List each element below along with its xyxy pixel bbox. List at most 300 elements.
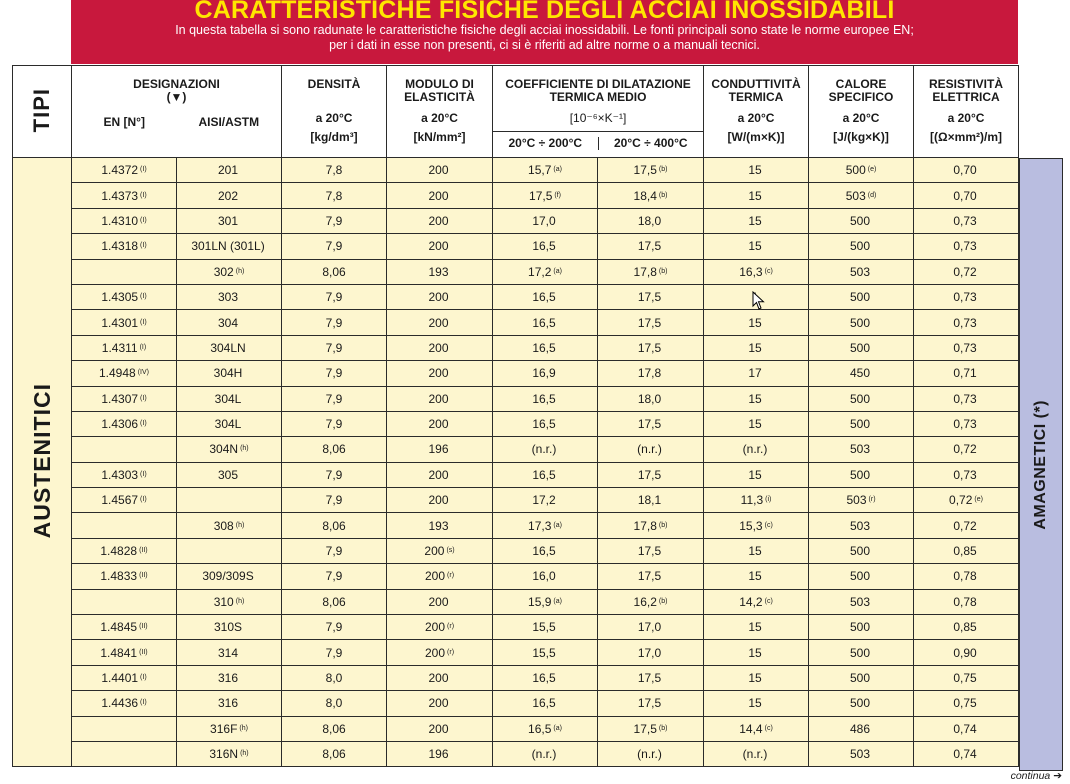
- header-resistivita: RESISTIVITÀ ELETTRICA a 20°C [(Ω×mm²)/m]: [914, 66, 1019, 158]
- footnote-mark: (h): [240, 445, 249, 453]
- footnote-mark: (r): [447, 572, 455, 580]
- cell-coeff-200: 16,5: [493, 538, 598, 563]
- cell-coeff-400: 17,5: [598, 411, 704, 436]
- footnote-mark: (I): [140, 699, 147, 707]
- footnote-mark: (a): [553, 724, 562, 732]
- cell-coeff-400: 16,2 $^{(b)}$: [598, 589, 704, 614]
- cell-coeff-400: 17,8: [598, 361, 704, 386]
- cell-aisi: [177, 538, 282, 563]
- footnote-mark: (r): [868, 496, 876, 504]
- table-row: [13, 691, 1019, 716]
- cell-coeff-400: (n.r.): [598, 437, 704, 462]
- cell-densita: 7,9: [282, 284, 387, 309]
- cell-modulo: 200 $^{(s)}$: [387, 538, 493, 563]
- table-row: [13, 716, 1019, 741]
- footnote-mark: (I): [140, 674, 147, 681]
- cell-modulo: 200: [387, 716, 493, 741]
- cell-conduttivita: 15: [704, 462, 809, 487]
- mouse-cursor-icon: [752, 291, 766, 311]
- cell-en: 1.4303 $^{(I)}$: [72, 462, 177, 487]
- footnote-mark: (h): [239, 724, 248, 732]
- table-row: [13, 538, 1019, 563]
- cell-densita: 7,9: [282, 361, 387, 386]
- cell-en: 1.4567 $^{(I)}$: [72, 488, 177, 513]
- cell-modulo: 200: [387, 335, 493, 360]
- cell-conduttivita: 15: [704, 564, 809, 589]
- cell-aisi: [177, 488, 282, 513]
- cell-resistivita: 0,78: [914, 564, 1019, 589]
- group-label: AUSTENITICI: [28, 382, 55, 539]
- table-row: [13, 462, 1019, 487]
- cell-en: 1.4841 $^{(II)}$: [72, 640, 177, 665]
- cell-calore: 500: [809, 564, 914, 589]
- footnote-mark: (b): [658, 166, 668, 174]
- footnote-mark: (I): [140, 394, 147, 402]
- cell-resistivita: 0,75: [914, 665, 1019, 690]
- cell-densita: 8,06: [282, 741, 387, 766]
- footnote-mark: (II): [139, 648, 148, 656]
- footnote-mark: (a): [553, 267, 562, 275]
- table-row: [13, 158, 1019, 183]
- cell-densita: 7,9: [282, 208, 387, 233]
- footnote-mark: (a): [553, 521, 562, 529]
- cell-aisi: 304H: [177, 361, 282, 386]
- cell-coeff-200: 16,5: [493, 335, 598, 360]
- cell-coeff-400: 17,5: [598, 234, 704, 259]
- footnote-mark: (h): [235, 521, 245, 529]
- cell-modulo: 200: [387, 234, 493, 259]
- footnote-mark: (I): [140, 470, 147, 478]
- table-row: [13, 488, 1019, 513]
- cell-en: 1.4318 $^{(I)}$: [72, 234, 177, 259]
- header-conduttivita: CONDUTTIVITÀ TERMICA a 20°C [W/(m×K)]: [704, 66, 809, 158]
- cell-resistivita: 0,78: [914, 589, 1019, 614]
- header-coefficiente: COEFFICIENTE DI DILATAZIONE TERMICA MEDIO [10⁻⁶×K⁻¹] 20°C ÷ 200°C 20°C ÷ 400°C: [493, 66, 704, 158]
- table-row: [13, 335, 1019, 360]
- cell-modulo: 200: [387, 691, 493, 716]
- cell-coeff-200: 16,5: [493, 665, 598, 690]
- footnote-mark: (IV): [137, 369, 149, 377]
- header-densita: DENSITÀ a 20°C [kg/dm³]: [282, 66, 387, 158]
- cell-calore: 503: [809, 437, 914, 462]
- cell-en: 1.4306 $^{(I)}$: [72, 411, 177, 436]
- cell-resistivita: 0,85: [914, 538, 1019, 563]
- cell-coeff-200: 17,0: [493, 208, 598, 233]
- cell-calore: 500: [809, 411, 914, 436]
- header-en: EN [N°]: [103, 115, 145, 129]
- cell-conduttivita: 15: [704, 310, 809, 335]
- cell-resistivita: 0,75: [914, 691, 1019, 716]
- cell-conduttivita: 14,2 $^{(c)}$: [704, 589, 809, 614]
- cell-densita: 8,06: [282, 513, 387, 538]
- footnote-mark: (r): [447, 648, 455, 656]
- cell-modulo: 200 $^{(r)}$: [387, 615, 493, 640]
- cell-coeff-400: 18,4 $^{(b)}$: [598, 183, 704, 208]
- cell-conduttivita: 11,3 $^{(i)}$: [704, 488, 809, 513]
- header-tipi: TIPI: [13, 66, 72, 158]
- cell-conduttivita: 15: [704, 615, 809, 640]
- cell-conduttivita: (n.r.): [704, 437, 809, 462]
- cell-calore: 500 $^{(e)}$: [809, 158, 914, 183]
- cell-calore: 500: [809, 691, 914, 716]
- cell-en: 1.4845 $^{(II)}$: [72, 615, 177, 640]
- cell-aisi: 304N $^{(h)}$: [177, 437, 282, 462]
- cell-aisi: 201: [177, 158, 282, 183]
- cell-modulo: 200: [387, 462, 493, 487]
- cell-densita: 8,06: [282, 437, 387, 462]
- table-row: [13, 234, 1019, 259]
- cell-en: 1.4833 $^{(II)}$: [72, 564, 177, 589]
- cell-densita: 7,9: [282, 538, 387, 563]
- cell-modulo: 196: [387, 437, 493, 462]
- cell-modulo: 200: [387, 589, 493, 614]
- footnote-mark: (h): [235, 597, 245, 605]
- cell-en: 1.4311 $^{(I)}$: [72, 335, 177, 360]
- cell-aisi: 310 $^{(h)}$: [177, 589, 282, 614]
- cell-conduttivita: 15: [704, 538, 809, 563]
- cell-coeff-200: 17,2: [493, 488, 598, 513]
- banner: [71, 0, 1018, 64]
- cell-resistivita: 0,73: [914, 462, 1019, 487]
- cell-aisi: 304L: [177, 411, 282, 436]
- cell-calore: 500: [809, 462, 914, 487]
- table-row: [13, 310, 1019, 335]
- footnote-mark: (II): [139, 547, 148, 555]
- cell-en: 1.4948 $^{(IV)}$: [72, 361, 177, 386]
- cell-calore: 500: [809, 386, 914, 411]
- footnote-mark: (c): [764, 597, 773, 605]
- table-row: [13, 741, 1019, 766]
- footnote-mark: (I): [139, 343, 147, 351]
- cell-resistivita: 0,72: [914, 437, 1019, 462]
- cell-modulo: 200: [387, 208, 493, 233]
- cell-modulo: 200: [387, 411, 493, 436]
- cell-coeff-400: 17,5: [598, 462, 704, 487]
- cell-densita: 7,9: [282, 462, 387, 487]
- cell-coeff-200: 16,5: [493, 310, 598, 335]
- footnote-mark: (s): [446, 547, 455, 555]
- cell-aisi: 316: [177, 691, 282, 716]
- cell-aisi: 309/309S: [177, 564, 282, 589]
- cell-calore: 503: [809, 259, 914, 284]
- cell-densita: 8,06: [282, 259, 387, 284]
- cell-coeff-200: 16,5: [493, 411, 598, 436]
- cell-coeff-400: (n.r.): [598, 741, 704, 766]
- cell-densita: 8,06: [282, 589, 387, 614]
- footnote-mark: (b): [658, 191, 668, 199]
- cell-conduttivita: 15: [704, 691, 809, 716]
- table-row: [13, 640, 1019, 665]
- cell-coeff-200: 16,5: [493, 462, 598, 487]
- cell-coeff-400: 17,5 $^{(b)}$: [598, 158, 704, 183]
- cell-densita: 7,9: [282, 615, 387, 640]
- footnote-mark: (b): [658, 267, 668, 275]
- cell-conduttivita: 15: [704, 183, 809, 208]
- cell-calore: 486: [809, 716, 914, 741]
- footnote-mark: (II): [139, 572, 148, 580]
- cell-coeff-200: 16,5: [493, 234, 598, 259]
- cell-coeff-200: 17,5 $^{(f)}$: [493, 183, 598, 208]
- cell-coeff-200: 15,7 $^{(a)}$: [493, 158, 598, 183]
- cell-aisi: 316F $^{(h)}$: [177, 716, 282, 741]
- cell-resistivita: 0,73: [914, 411, 1019, 436]
- cell-calore: 500: [809, 665, 914, 690]
- cell-densita: 7,9: [282, 310, 387, 335]
- cell-coeff-200: (n.r.): [493, 437, 598, 462]
- cell-en: 1.4372 $^{(I)}$: [72, 158, 177, 183]
- cell-en: [72, 741, 177, 766]
- footnote-mark: (c): [764, 724, 773, 732]
- cell-modulo: 200: [387, 386, 493, 411]
- cell-coeff-400: 17,8 $^{(b)}$: [598, 259, 704, 284]
- footnote-mark: (e): [867, 166, 877, 174]
- properties-table: [12, 65, 1019, 767]
- table-row: [13, 284, 1019, 309]
- cell-coeff-400: 18,0: [598, 208, 704, 233]
- footnote-mark: (f): [554, 191, 561, 199]
- banner-subtitle-line2: per i dati in esse non presenti, ci si è riferiti ad altre norme o a manuali tecnici.: [329, 38, 760, 52]
- footnote-mark: (I): [140, 191, 147, 199]
- cell-densita: 8,0: [282, 691, 387, 716]
- cell-modulo: 200: [387, 158, 493, 183]
- cell-coeff-400: 17,0: [598, 615, 704, 640]
- cell-modulo: 200: [387, 183, 493, 208]
- footnote-mark: (d): [867, 191, 877, 199]
- cell-coeff-400: 17,5: [598, 538, 704, 563]
- footnote-mark: (II): [139, 623, 148, 631]
- cell-modulo: 200 $^{(r)}$: [387, 640, 493, 665]
- cell-densita: 7,9: [282, 386, 387, 411]
- cell-resistivita: 0,73: [914, 310, 1019, 335]
- table-row: [13, 386, 1019, 411]
- cell-calore: 500: [809, 208, 914, 233]
- amagnetici-side-label: AMAGNETICI (*): [1019, 158, 1063, 771]
- table-row: [13, 513, 1019, 538]
- header-row: [13, 66, 1019, 158]
- cell-en: 1.4307 $^{(I)}$: [72, 386, 177, 411]
- cell-resistivita: 0,71: [914, 361, 1019, 386]
- cell-calore: 503 $^{(r)}$: [809, 488, 914, 513]
- footnote-mark: (I): [140, 166, 147, 174]
- footnote-mark: (c): [764, 521, 773, 529]
- table-row: [13, 208, 1019, 233]
- cell-calore: 500: [809, 640, 914, 665]
- footnote-mark: (e): [974, 496, 983, 504]
- cell-calore: 500: [809, 615, 914, 640]
- footnote-mark: (a): [553, 166, 562, 174]
- footnote-mark: (a): [553, 597, 562, 605]
- cell-modulo: 200: [387, 361, 493, 386]
- cell-en: 1.4401 $^{(I)}$: [72, 665, 177, 690]
- table-row: [13, 589, 1019, 614]
- banner-subtitle-line1: In questa tabella si sono radunate le caratteristiche fisiche degli acciai inossidabili. Le fonti principali sono state le norme europee EN;: [175, 23, 914, 37]
- cell-resistivita: 0,73: [914, 386, 1019, 411]
- cell-coeff-400: 18,0: [598, 386, 704, 411]
- header-coeff-range2: 20°C ÷ 400°C: [613, 136, 688, 150]
- group-austenitici: [13, 158, 72, 767]
- footnote-mark: (b): [658, 724, 668, 732]
- cell-resistivita: 0,73: [914, 284, 1019, 309]
- page-title: CARATTERISTICHE FISICHE DEGLI ACCIAI INOSSIDABILI: [194, 0, 895, 24]
- cell-en: 1.4373 $^{(I)}$: [72, 183, 177, 208]
- header-modulo: MODULO DI ELASTICITÀ a 20°C [kN/mm²]: [387, 66, 493, 158]
- cell-resistivita: 0,70: [914, 158, 1019, 183]
- footnote-mark: (h): [240, 750, 249, 758]
- cell-aisi: 316: [177, 665, 282, 690]
- cell-coeff-400: 17,5: [598, 335, 704, 360]
- cell-aisi: 308 $^{(h)}$: [177, 513, 282, 538]
- cell-resistivita: 0,72 $^{(e)}$: [914, 488, 1019, 513]
- cell-aisi: 305: [177, 462, 282, 487]
- cell-calore: 500: [809, 284, 914, 309]
- cell-conduttivita: 15: [704, 640, 809, 665]
- cell-densita: 7,9: [282, 640, 387, 665]
- cell-coeff-200: 15,9 $^{(a)}$: [493, 589, 598, 614]
- cell-en: 1.4310 $^{(I)}$: [72, 208, 177, 233]
- cell-en: 1.4301 $^{(I)}$: [72, 310, 177, 335]
- cell-coeff-400: 17,5: [598, 310, 704, 335]
- cell-conduttivita: 15: [704, 234, 809, 259]
- cell-aisi: 302 $^{(h)}$: [177, 259, 282, 284]
- footnote-mark: (I): [140, 293, 147, 301]
- cell-en: [72, 716, 177, 741]
- cell-densita: 8,06: [282, 716, 387, 741]
- cell-resistivita: 0,90: [914, 640, 1019, 665]
- cell-resistivita: 0,72: [914, 513, 1019, 538]
- cell-calore: 450: [809, 361, 914, 386]
- header-calore: CALORE SPECIFICO a 20°C [J/(kg×K)]: [809, 66, 914, 158]
- cell-coeff-200: 16,5 $^{(a)}$: [493, 716, 598, 741]
- footnote-mark: (I): [140, 216, 147, 224]
- cell-resistivita: 0,73: [914, 234, 1019, 259]
- table-row: [13, 665, 1019, 690]
- cell-en: [72, 513, 177, 538]
- cell-calore: 500: [809, 234, 914, 259]
- cell-densita: 7,9: [282, 564, 387, 589]
- cell-modulo: 193: [387, 259, 493, 284]
- cell-en: 1.4305 $^{(I)}$: [72, 284, 177, 309]
- table-row: [13, 183, 1019, 208]
- footnote-mark: (r): [447, 623, 455, 631]
- cell-modulo: 200: [387, 310, 493, 335]
- cell-resistivita: 0,85: [914, 615, 1019, 640]
- footnote-mark: (c): [764, 267, 773, 275]
- continua-label: continua ➔: [1010, 770, 1062, 782]
- cell-aisi: 314: [177, 640, 282, 665]
- table-row: [13, 437, 1019, 462]
- cell-conduttivita: 15: [704, 335, 809, 360]
- cell-en: [72, 437, 177, 462]
- cell-en: 1.4828 $^{(II)}$: [72, 538, 177, 563]
- cell-aisi: 304: [177, 310, 282, 335]
- cell-modulo: 200 $^{(r)}$: [387, 564, 493, 589]
- cell-conduttivita: 15: [704, 158, 809, 183]
- cell-resistivita: 0,73: [914, 208, 1019, 233]
- cell-conduttivita: 15: [704, 665, 809, 690]
- cell-aisi: 301: [177, 208, 282, 233]
- cell-coeff-200: 15,5: [493, 615, 598, 640]
- cell-modulo: 200: [387, 284, 493, 309]
- cell-conduttivita: 15,3 $^{(c)}$: [704, 513, 809, 538]
- table-row: [13, 615, 1019, 640]
- table-row: [13, 361, 1019, 386]
- cell-coeff-400: 17,5: [598, 665, 704, 690]
- table-row: [13, 564, 1019, 589]
- cell-conduttivita: (n.r.): [704, 741, 809, 766]
- cell-aisi: 304L: [177, 386, 282, 411]
- cell-resistivita: 0,74: [914, 716, 1019, 741]
- cell-densita: 7,9: [282, 411, 387, 436]
- cell-densita: 7,9: [282, 234, 387, 259]
- cell-calore: 500: [809, 538, 914, 563]
- cell-resistivita: 0,70: [914, 183, 1019, 208]
- cell-aisi: 316N $^{(h)}$: [177, 741, 282, 766]
- cell-modulo: 200: [387, 488, 493, 513]
- cell-conduttivita: 14,4 $^{(c)}$: [704, 716, 809, 741]
- cell-coeff-400: 17,5: [598, 284, 704, 309]
- footnote-mark: (i): [765, 496, 772, 504]
- cell-conduttivita: 15: [704, 208, 809, 233]
- footnote-mark: (I): [140, 496, 147, 504]
- cell-aisi: 304LN: [177, 335, 282, 360]
- cell-resistivita: 0,73: [914, 335, 1019, 360]
- table-row: [13, 259, 1019, 284]
- header-coeff-range1: 20°C ÷ 200°C: [493, 137, 599, 150]
- cell-coeff-200: 15,5: [493, 640, 598, 665]
- cell-coeff-400: 17,8 $^{(b)}$: [598, 513, 704, 538]
- cell-calore: 500: [809, 310, 914, 335]
- cell-coeff-200: 16,0: [493, 564, 598, 589]
- cell-densita: 7,9: [282, 488, 387, 513]
- cell-coeff-200: 17,2 $^{(a)}$: [493, 259, 598, 284]
- cell-conduttivita: 17: [704, 361, 809, 386]
- cell-densita: 7,9: [282, 335, 387, 360]
- table-row: [13, 411, 1019, 436]
- cell-aisi: 303: [177, 284, 282, 309]
- cell-densita: 7,8: [282, 158, 387, 183]
- cell-coeff-200: 16,5: [493, 691, 598, 716]
- cell-coeff-200: 17,3 $^{(a)}$: [493, 513, 598, 538]
- header-designazioni: DESIGNAZIONI (▼) EN [N°] AISI/ASTM: [72, 66, 282, 158]
- footnote-mark: (I): [140, 242, 147, 250]
- cell-coeff-400: 17,5 $^{(b)}$: [598, 716, 704, 741]
- cell-en: [72, 589, 177, 614]
- cell-modulo: 193: [387, 513, 493, 538]
- cell-resistivita: 0,74: [914, 741, 1019, 766]
- footnote-mark: (b): [658, 597, 668, 605]
- cell-en: [72, 259, 177, 284]
- footnote-mark: (h): [235, 267, 245, 275]
- cell-coeff-200: 16,5: [493, 386, 598, 411]
- cell-densita: 8,0: [282, 665, 387, 690]
- cell-coeff-200: (n.r.): [493, 741, 598, 766]
- cell-en: 1.4436 $^{(I)}$: [72, 691, 177, 716]
- header-aisi: AISI/ASTM: [198, 115, 260, 129]
- cell-conduttivita: 16,3 $^{(c)}$: [704, 259, 809, 284]
- cell-calore: 500: [809, 335, 914, 360]
- cell-coeff-200: 16,5: [493, 284, 598, 309]
- cell-coeff-200: 16,9: [493, 361, 598, 386]
- cell-aisi: 202: [177, 183, 282, 208]
- cell-calore: 503: [809, 589, 914, 614]
- cell-calore: 503: [809, 513, 914, 538]
- cell-calore: 503: [809, 741, 914, 766]
- cell-modulo: 196: [387, 741, 493, 766]
- cell-coeff-400: 17,5: [598, 564, 704, 589]
- cell-aisi: 301LN (301L): [177, 234, 282, 259]
- footnote-mark: (I): [140, 420, 147, 428]
- cell-conduttivita: 15: [704, 411, 809, 436]
